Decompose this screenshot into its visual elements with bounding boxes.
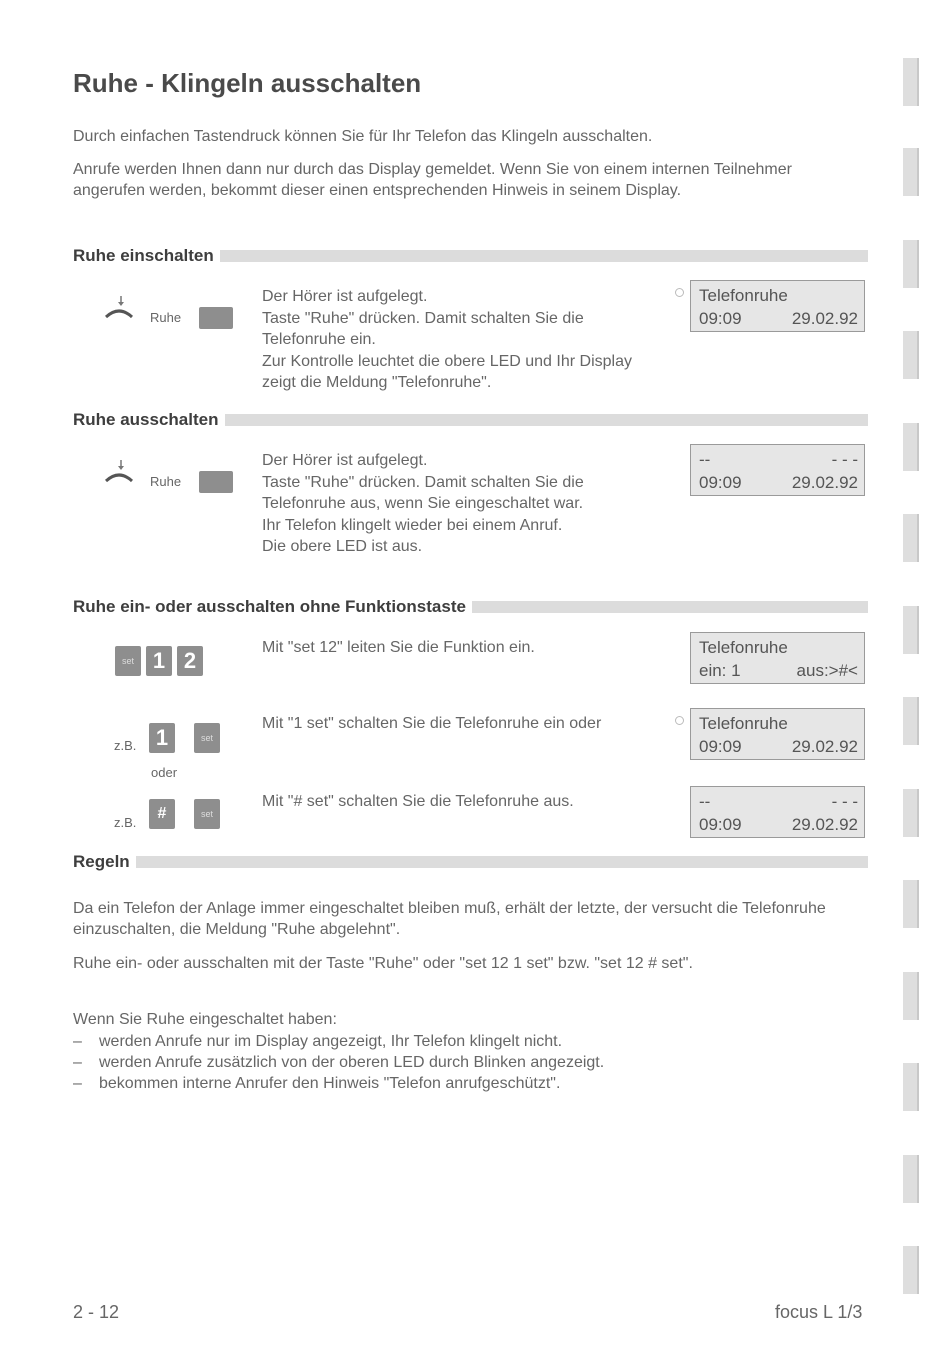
intro-paragraph-2: Anrufe werden Ihnen dann nur durch das Display gemeldet. Wenn Sie von einem internen Teilnehmer angerufen werden, bekommt dieser einen entsprechenden Hinweis in seinem Display.: [73, 161, 792, 199]
display-line1: Telefonruhe: [699, 714, 788, 733]
set-key[interactable]: set: [194, 799, 220, 829]
tab-marker: [903, 880, 919, 928]
display-option-off: aus:>#<: [796, 661, 858, 680]
display-time: 09:09: [699, 815, 742, 834]
section-heading-ruhe-einschalten: [73, 245, 868, 267]
display-line1-right: - - -: [831, 792, 858, 811]
tab-marker: [903, 148, 919, 196]
ruhe-key-label: Ruhe: [150, 474, 182, 489]
hash-key[interactable]: #: [149, 799, 175, 829]
tab-marker: [903, 789, 919, 837]
example-label: z.B.: [114, 815, 137, 830]
handset-hung-up-icon: [104, 459, 134, 485]
tab-marker: [903, 1246, 919, 1294]
phone-display-on: [690, 280, 865, 332]
step-text: Taste "Ruhe" drücken. Damit schalten Sie die Telefonruhe ein.: [262, 309, 584, 348]
tab-marker: [903, 697, 919, 745]
steps-ruhe-ausschalten: [262, 450, 662, 558]
step-text: Der Hörer ist aufgelegt.: [262, 288, 428, 305]
example-label: z.B.: [114, 738, 137, 753]
section-heading-label: Ruhe ein- oder ausschalten ohne Funktionstaste: [73, 597, 466, 616]
ruhe-key[interactable]: [199, 307, 233, 329]
section-heading-label: Regeln: [73, 852, 130, 871]
display-line1: --: [699, 450, 711, 469]
intro-paragraph-1: Durch einfachen Tastendruck können Sie für Ihr Telefon das Klingeln ausschalten.: [73, 128, 653, 145]
step-hash-set: Mit "# set" schalten Sie die Telefonruhe aus.: [262, 793, 574, 810]
section-bar: [220, 250, 868, 262]
led-indicator-icon: [675, 288, 684, 297]
section-heading-ruhe-ausschalten: [73, 409, 868, 431]
tab-marker: [903, 331, 919, 379]
digit-2-key[interactable]: 2: [177, 646, 203, 676]
rules-paragraph-1: Da ein Telefon der Anlage immer eingeschaltet bleiben muß, erhält der letzte, der versucht die Telefonruhe einzuschalten, die Meldung "Ruhe abgelehnt".: [73, 900, 826, 938]
display-line1: --: [699, 792, 711, 811]
set-key[interactable]: set: [194, 723, 220, 753]
phone-display-off: [690, 444, 865, 496]
tab-marker: [903, 1155, 919, 1203]
steps-ruhe-einschalten: [262, 286, 662, 394]
tab-marker: [903, 514, 919, 562]
rules-paragraph-2: Ruhe ein- oder ausschalten mit der Taste "Ruhe" oder "set 12 1 set" bzw. "set 12 # set".: [73, 955, 693, 972]
step-text: Ihr Telefon klingelt wieder bei einem Anruf.: [262, 516, 563, 534]
section-bar: [225, 414, 869, 426]
step-text: Der Hörer ist aufgelegt.: [262, 452, 428, 469]
ruhe-key-label: Ruhe: [150, 310, 182, 325]
display-date: 29.02.92: [791, 815, 858, 834]
display-time: 09:09: [699, 309, 742, 328]
phone-display-function: [690, 632, 865, 684]
display-line1: Telefonruhe: [699, 286, 788, 305]
step-text: Zur Kontrolle leuchtet die obere LED und Ihr Display zeigt die Meldung "Telefonruhe".: [262, 352, 632, 391]
section-bar: [136, 856, 868, 868]
tab-marker: [903, 1063, 919, 1111]
tab-marker: [903, 606, 919, 654]
phone-display-ruhe-off: [690, 786, 865, 838]
section-heading-label: Ruhe ausschalten: [73, 410, 219, 429]
product-name: focus L 1/3: [775, 1302, 863, 1322]
step-text: Die obere LED ist aus.: [262, 538, 423, 555]
display-option-on: ein: 1: [699, 661, 741, 680]
page-number: 2 - 12: [73, 1302, 120, 1322]
section-heading-ohne-funktionstaste: [73, 596, 868, 618]
handset-hung-up-icon: [104, 295, 134, 321]
tab-marker: [903, 423, 919, 471]
display-date: 29.02.92: [791, 309, 858, 328]
or-label: oder: [151, 765, 178, 780]
display-date: 29.02.92: [791, 473, 858, 492]
rules-bullet-list: [73, 1031, 863, 1094]
rules-paragraph-3: Wenn Sie Ruhe eingeschaltet haben:: [73, 1011, 337, 1028]
digit-1-key[interactable]: 1: [149, 723, 175, 753]
set-key[interactable]: set: [115, 646, 141, 676]
list-item: – werden Anrufe nur im Display angezeigt, Ihr Telefon klingelt nicht.: [73, 1031, 863, 1052]
page-title: Ruhe - Klingeln ausschalten: [73, 68, 422, 98]
section-bar: [472, 601, 868, 613]
step-text: Taste "Ruhe" drücken. Damit schalten Sie die Telefonruhe aus, wenn Sie eingeschaltet war.: [262, 473, 584, 512]
tab-marker: [903, 972, 919, 1020]
display-line1-right: - - -: [831, 450, 858, 469]
display-time: 09:09: [699, 473, 742, 492]
display-date: 29.02.92: [791, 737, 858, 756]
ruhe-key[interactable]: [199, 471, 233, 493]
phone-display-ruhe-on: [690, 708, 865, 760]
display-time: 09:09: [699, 737, 742, 756]
list-item: – werden Anrufe zusätzlich von der oberen LED durch Blinken angezeigt.: [73, 1052, 863, 1073]
display-line1: Telefonruhe: [699, 638, 788, 657]
step-set12: Mit "set 12" leiten Sie die Funktion ein.: [262, 639, 535, 656]
list-item: – bekommen interne Anrufer den Hinweis "Telefon anrufgeschützt".: [73, 1073, 863, 1094]
section-heading-label: Ruhe einschalten: [73, 246, 214, 265]
step-1-set: Mit "1 set" schalten Sie die Telefonruhe ein oder: [262, 715, 602, 732]
digit-1-key[interactable]: 1: [146, 646, 172, 676]
led-indicator-icon: [675, 716, 684, 725]
tab-marker: [903, 58, 919, 106]
tab-marker: [903, 240, 919, 288]
section-heading-regeln: [73, 851, 868, 873]
